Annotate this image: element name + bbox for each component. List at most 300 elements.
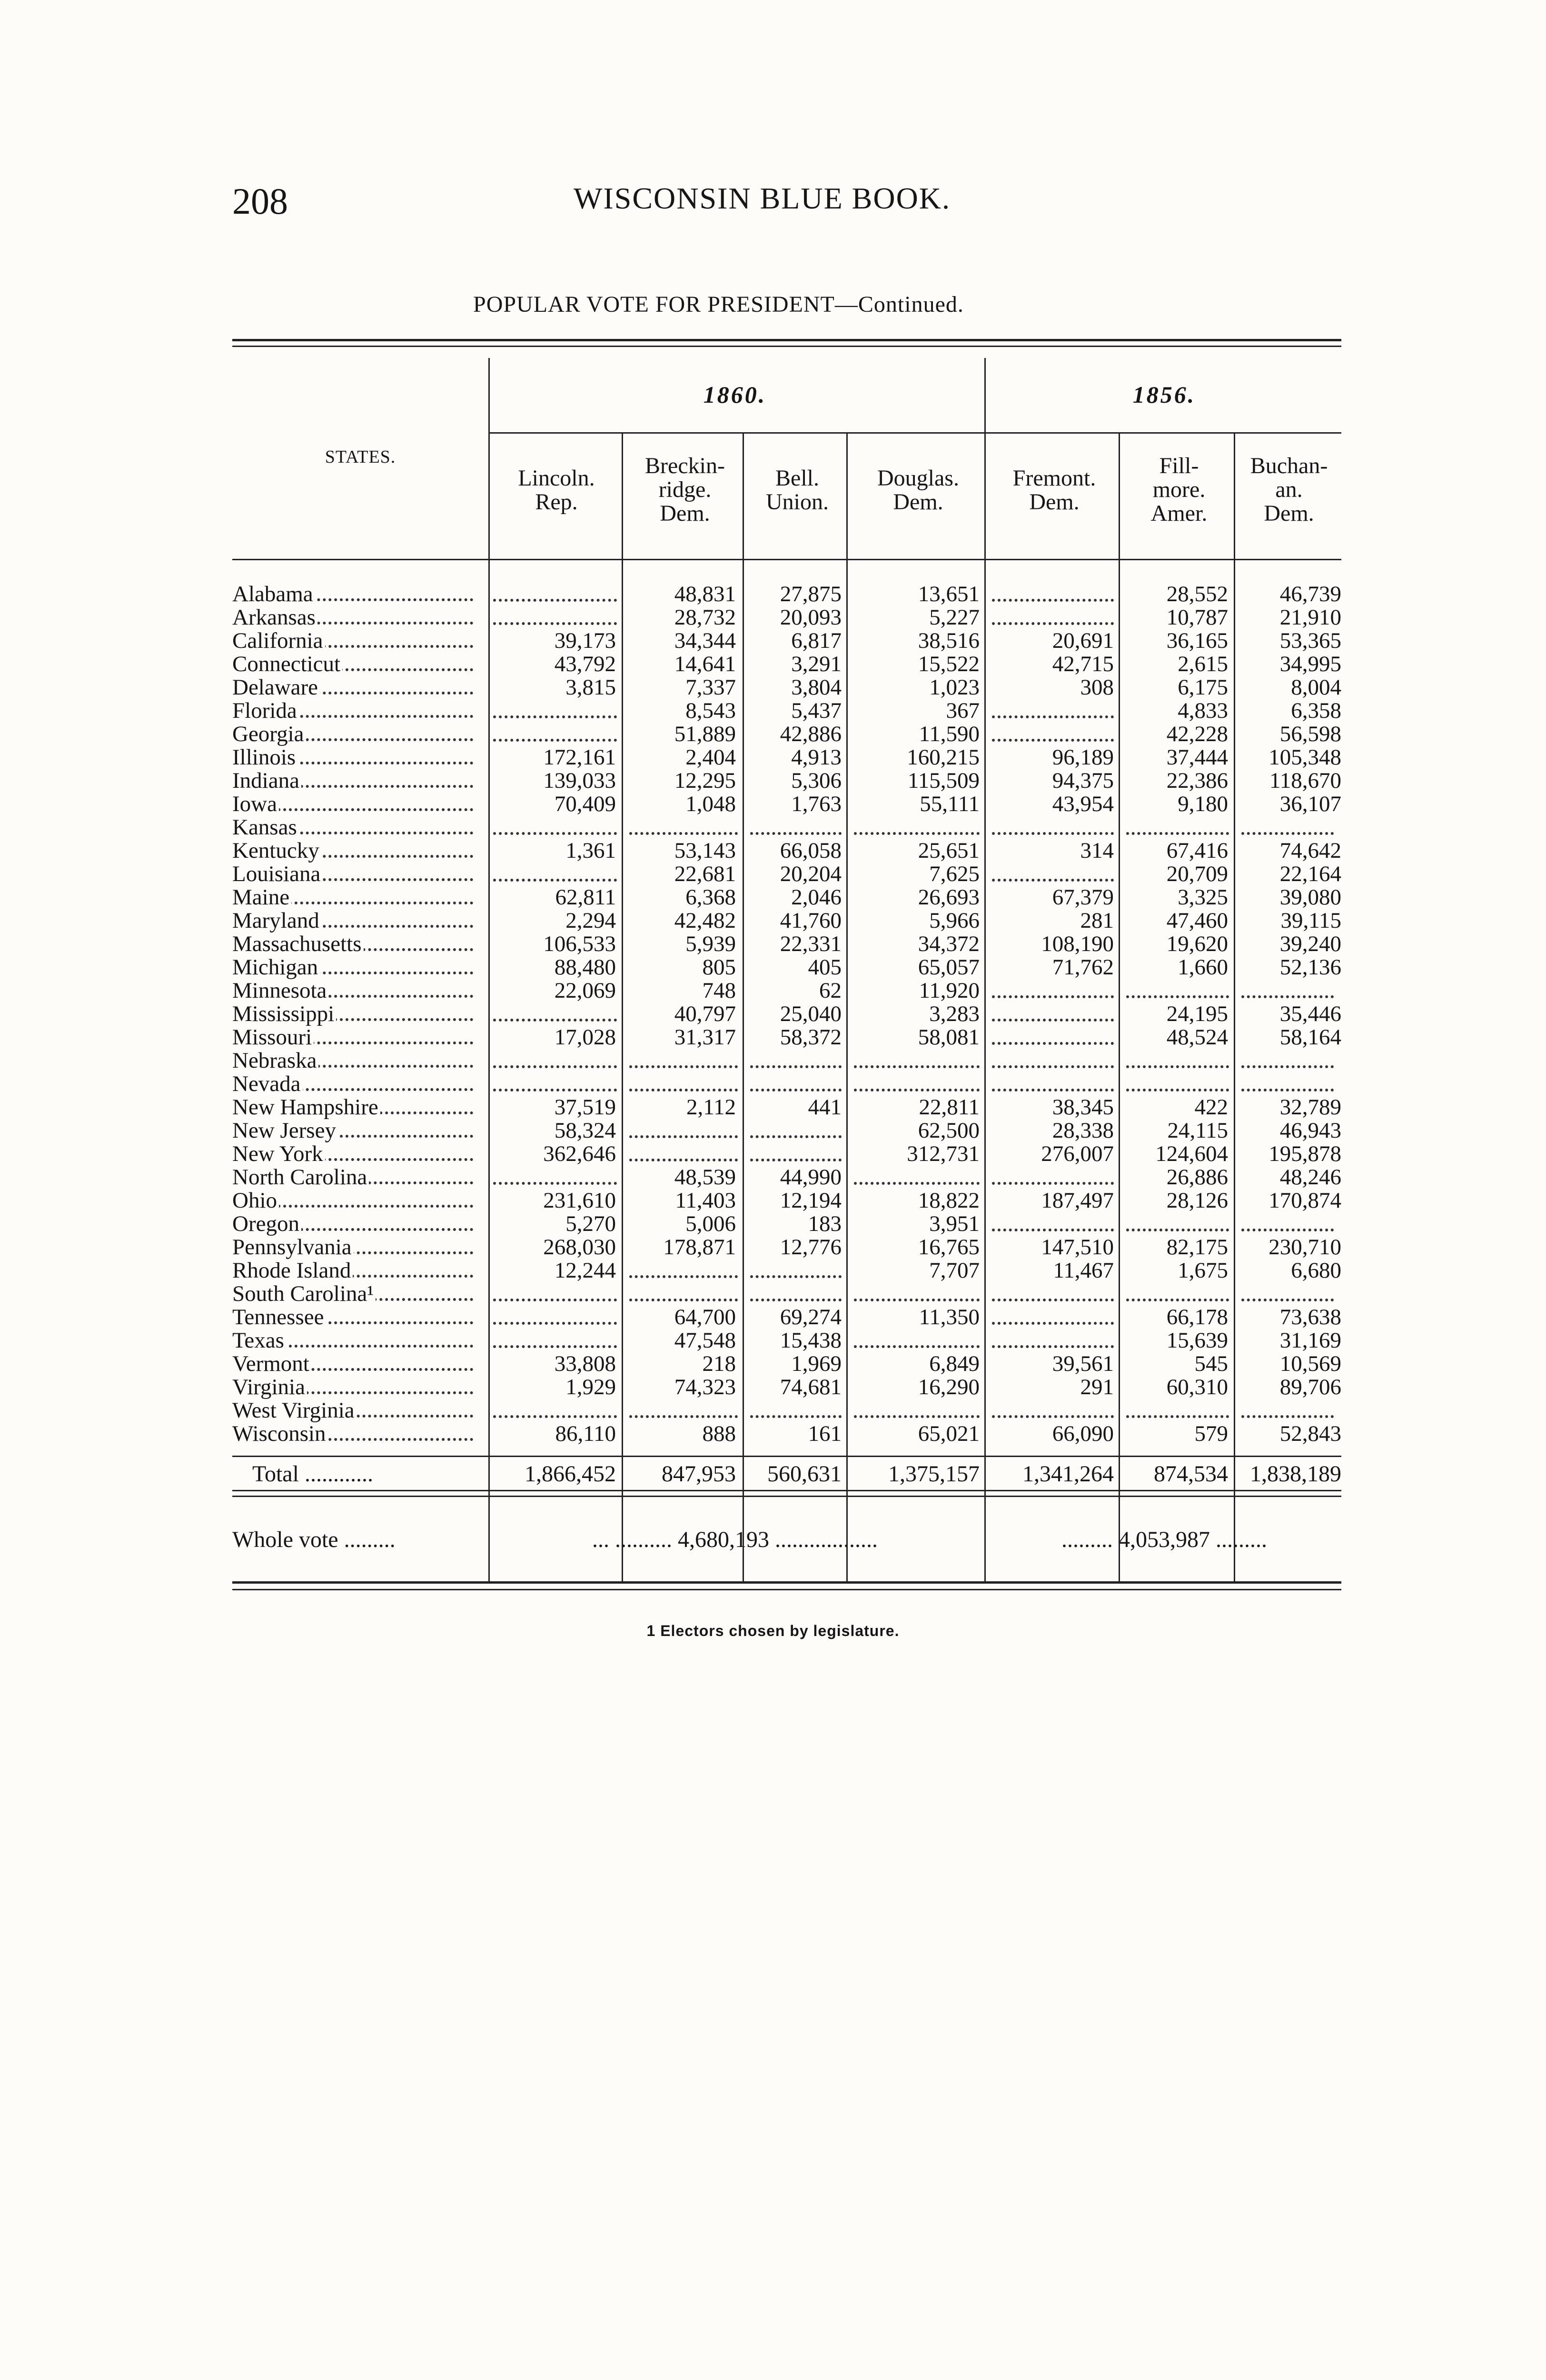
state-name <box>232 793 480 816</box>
vote-cell: 187,497 <box>1041 1188 1114 1213</box>
vote-cell: 66,058 <box>780 838 842 863</box>
column-header-line: Bell. <box>775 466 819 491</box>
empty-cell <box>1241 1282 1334 1301</box>
empty-cell <box>1241 1049 1334 1068</box>
vote-cell: 74,323 <box>674 1375 736 1399</box>
state-label: Connecticut <box>232 653 342 676</box>
year-underline <box>488 432 1341 434</box>
vote-cell: 362,646 <box>543 1141 616 1166</box>
table-row <box>232 1306 1341 1329</box>
vote-cell: 2,294 <box>565 908 616 933</box>
state-label: Mississippi <box>232 1002 336 1026</box>
vote-cell: 24,195 <box>1166 1002 1228 1026</box>
column-header-line: Breckin- <box>645 453 725 478</box>
bottom-rule <box>232 1581 1341 1584</box>
running-head: WISCONSIN BLUE BOOK. <box>574 181 951 215</box>
empty-cell <box>854 1329 980 1348</box>
vote-cell: 1,675 <box>1178 1258 1228 1283</box>
vote-cell: 73,638 <box>1279 1305 1341 1329</box>
state-label: New Hampshire <box>232 1096 380 1119</box>
empty-cell <box>629 1259 738 1278</box>
state-label: Georgia <box>232 723 306 746</box>
vote-cell: 43,954 <box>1052 792 1114 816</box>
header-bottom-rule <box>232 559 1341 560</box>
column-divider <box>984 358 986 1581</box>
empty-cell <box>1241 1212 1334 1231</box>
vote-cell: 31,317 <box>674 1025 736 1050</box>
vote-cell: 4,913 <box>791 745 842 770</box>
vote-cell: 43,792 <box>554 652 616 676</box>
vote-cell: 1,763 <box>791 792 842 816</box>
vote-cell: 106,533 <box>543 932 616 956</box>
vote-cell: 422 <box>1194 1095 1228 1120</box>
vote-cell: 22,331 <box>780 932 842 956</box>
table-row <box>232 769 1341 793</box>
top-rule <box>232 339 1341 341</box>
vote-cell: 58,324 <box>554 1118 616 1143</box>
column-header <box>745 466 849 514</box>
empty-cell <box>493 699 617 718</box>
vote-cell: 40,797 <box>674 1002 736 1026</box>
page-header <box>0 180 1546 223</box>
state-name <box>232 1282 480 1306</box>
empty-cell <box>629 1072 738 1091</box>
state-label: Missouri <box>232 1026 314 1049</box>
table-row <box>232 583 1341 606</box>
total-bottom-rule-2 <box>232 1496 1341 1497</box>
state-label: Vermont <box>232 1352 311 1376</box>
vote-cell: 89,706 <box>1279 1375 1341 1399</box>
vote-cell: 64,700 <box>674 1305 736 1329</box>
vote-cell: 7,707 <box>929 1258 980 1283</box>
vote-cell: 47,460 <box>1166 908 1228 933</box>
table-row <box>232 1352 1341 1376</box>
vote-cell: 34,344 <box>674 628 736 653</box>
vote-cell: 161 <box>808 1421 842 1446</box>
vote-cell: 58,081 <box>918 1025 980 1050</box>
column-header-line: Dem. <box>1029 489 1080 515</box>
vote-cell: 5,437 <box>791 698 842 723</box>
vote-cell: 218 <box>702 1351 736 1376</box>
state-label: Maryland <box>232 909 321 932</box>
table-row <box>232 1282 1341 1306</box>
vote-cell: 6,680 <box>1291 1258 1341 1283</box>
empty-cell <box>1126 1049 1229 1068</box>
column-header-line: Amer. <box>1150 501 1208 526</box>
vote-cell: 22,386 <box>1166 768 1228 793</box>
vote-cell: 11,590 <box>919 722 980 746</box>
vote-cell: 62,811 <box>555 885 616 910</box>
vote-cell: 2,615 <box>1178 652 1228 676</box>
vote-cell: 231,610 <box>543 1188 616 1213</box>
vote-cell: 11,350 <box>919 1305 980 1329</box>
vote-cell: 15,639 <box>1166 1328 1228 1353</box>
vote-cell: 1,969 <box>791 1351 842 1376</box>
table-row <box>232 1166 1341 1189</box>
vote-cell: 71,762 <box>1052 955 1114 980</box>
vote-cell: 39,240 <box>1279 932 1341 956</box>
empty-cell <box>1241 1072 1334 1091</box>
table-row <box>232 1049 1341 1072</box>
footnote: 1 Electors chosen by legislature. <box>646 1622 900 1639</box>
vote-cell: 291 <box>1080 1375 1114 1399</box>
vote-cell: 36,107 <box>1279 792 1341 816</box>
state-name <box>232 1352 480 1376</box>
table-row <box>232 1329 1341 1352</box>
vote-cell: 20,709 <box>1166 862 1228 886</box>
vote-cell: 35,446 <box>1279 1002 1341 1026</box>
state-label: Ohio <box>232 1189 279 1212</box>
vote-cell: 37,519 <box>554 1095 616 1120</box>
state-label: Tennessee <box>232 1306 326 1329</box>
empty-cell <box>854 1049 980 1068</box>
vote-cell: 6,817 <box>791 628 842 653</box>
state-name <box>232 1166 480 1189</box>
vote-cell: 108,190 <box>1041 932 1114 956</box>
vote-cell: 42,715 <box>1052 652 1114 676</box>
state-name <box>232 723 480 746</box>
vote-cell: 1,361 <box>565 838 616 863</box>
states-header: STATES. <box>325 447 396 467</box>
empty-cell <box>992 979 1114 998</box>
empty-cell <box>629 816 738 835</box>
column-header <box>488 466 624 514</box>
empty-cell <box>629 1049 738 1068</box>
total-cell: 874,534 <box>1154 1461 1228 1487</box>
vote-cell: 12,295 <box>674 768 736 793</box>
table-row <box>232 723 1341 746</box>
vote-cell: 545 <box>1194 1351 1228 1376</box>
vote-cell: 10,787 <box>1166 605 1228 630</box>
vote-cell: 115,509 <box>907 768 980 793</box>
state-name <box>232 1096 480 1119</box>
total-row <box>232 1462 1341 1486</box>
vote-cell: 53,143 <box>674 838 736 863</box>
empty-cell <box>854 1166 980 1185</box>
vote-cell: 2,404 <box>685 745 736 770</box>
vote-cell: 32,789 <box>1279 1095 1341 1120</box>
vote-cell: 62,500 <box>918 1118 980 1143</box>
vote-cell: 12,776 <box>780 1235 842 1259</box>
vote-cell: 160,215 <box>907 745 980 770</box>
vote-cell: 441 <box>808 1095 842 1120</box>
top-rule-thin <box>232 346 1341 347</box>
empty-cell <box>1126 979 1229 998</box>
empty-cell <box>629 1142 738 1161</box>
vote-cell: 888 <box>702 1421 736 1446</box>
empty-cell <box>992 1026 1114 1045</box>
state-name <box>232 699 480 723</box>
vote-cell: 27,875 <box>780 582 842 606</box>
vote-cell: 13,651 <box>918 582 980 606</box>
vote-cell: 11,467 <box>1053 1258 1114 1283</box>
state-name <box>232 1212 480 1236</box>
vote-cell: 25,040 <box>780 1002 842 1026</box>
state-label: Massachusetts <box>232 932 364 956</box>
state-name <box>232 1329 480 1352</box>
table-row <box>232 1236 1341 1259</box>
state-name <box>232 886 480 909</box>
state-label: Nevada <box>232 1072 303 1096</box>
vote-cell: 6,368 <box>685 885 736 910</box>
whole-vote-label: Whole vote ......... <box>232 1528 396 1552</box>
empty-cell <box>493 583 617 602</box>
vote-cell: 276,007 <box>1041 1141 1114 1166</box>
total-cell: 1,838,189 <box>1250 1461 1341 1487</box>
table-title: POPULAR VOTE FOR PRESIDENT—Continued. <box>473 292 964 317</box>
state-label: Oregon <box>232 1212 301 1236</box>
table-row <box>232 1072 1341 1096</box>
vote-cell: 39,080 <box>1279 885 1341 910</box>
state-label: Maine <box>232 886 291 909</box>
state-name <box>232 1049 480 1072</box>
empty-cell <box>493 1002 617 1021</box>
vote-cell: 82,175 <box>1166 1235 1228 1259</box>
total-cell: 847,953 <box>662 1461 736 1487</box>
vote-cell: 124,604 <box>1155 1141 1228 1166</box>
table-row <box>232 979 1341 1002</box>
column-header-line: more. <box>1152 477 1206 502</box>
vote-cell: 88,480 <box>554 955 616 980</box>
state-name <box>232 1259 480 1282</box>
empty-cell <box>493 1166 617 1185</box>
vote-cell: 21,910 <box>1279 605 1341 630</box>
vote-cell: 62 <box>819 978 842 1003</box>
state-name <box>232 932 480 956</box>
state-label: Rhode Island <box>232 1259 353 1282</box>
column-divider <box>622 432 623 1581</box>
state-name <box>232 606 480 629</box>
vote-cell: 6,358 <box>1291 698 1341 723</box>
state-label: Alabama <box>232 583 315 606</box>
empty-cell <box>992 1166 1114 1185</box>
column-header-line: Buchan- <box>1250 453 1328 478</box>
empty-cell <box>992 816 1114 835</box>
vote-cell: 5,006 <box>685 1211 736 1236</box>
state-name <box>232 1399 480 1422</box>
vote-cell: 34,995 <box>1279 652 1341 676</box>
column-divider <box>743 432 744 1581</box>
table-row <box>232 839 1341 863</box>
empty-cell <box>1126 816 1229 835</box>
vote-cell: 86,110 <box>555 1421 616 1446</box>
empty-cell <box>992 1282 1114 1301</box>
table-row <box>232 863 1341 886</box>
vote-cell: 41,760 <box>780 908 842 933</box>
vote-cell: 22,811 <box>919 1095 980 1120</box>
vote-cell: 312,731 <box>907 1141 980 1166</box>
state-label: West Virginia <box>232 1399 357 1422</box>
state-label: Virginia <box>232 1376 307 1399</box>
total-bottom-rule <box>232 1490 1341 1491</box>
empty-cell <box>493 863 617 882</box>
state-label: Florida <box>232 699 299 723</box>
table-row <box>232 1119 1341 1142</box>
table-row <box>232 1422 1341 1446</box>
state-label: Nebraska <box>232 1049 318 1072</box>
vote-cell: 12,244 <box>554 1258 616 1283</box>
vote-cell: 28,126 <box>1166 1188 1228 1213</box>
state-name <box>232 1072 480 1096</box>
column-header-line: ridge. <box>658 477 712 502</box>
vote-cell: 16,290 <box>918 1375 980 1399</box>
column-divider <box>1119 432 1120 1581</box>
whole-vote-1860: ... .......... 4,680,193 .................. <box>592 1527 878 1552</box>
state-name <box>232 1236 480 1259</box>
vote-cell: 65,057 <box>918 955 980 980</box>
empty-cell <box>992 1002 1114 1021</box>
empty-cell <box>992 1049 1114 1068</box>
page-number: 208 <box>232 180 288 222</box>
whole-vote-label-text: Whole vote <box>232 1528 338 1552</box>
vote-cell: 66,090 <box>1052 1421 1114 1446</box>
table-row <box>232 676 1341 699</box>
vote-cell: 367 <box>946 698 980 723</box>
vote-cell: 52,136 <box>1279 955 1341 980</box>
vote-cell: 39,115 <box>1280 908 1341 933</box>
empty-cell <box>992 1399 1114 1418</box>
column-header-line: Rep. <box>535 489 578 515</box>
vote-cell: 14,641 <box>674 652 736 676</box>
vote-cell: 2,046 <box>791 885 842 910</box>
vote-cell: 1,023 <box>929 675 980 700</box>
vote-cell: 147,510 <box>1041 1235 1114 1259</box>
state-name <box>232 1376 480 1399</box>
vote-cell: 34,372 <box>918 932 980 956</box>
vote-cell: 8,543 <box>685 698 736 723</box>
state-label: Kansas <box>232 816 299 839</box>
empty-cell <box>493 1399 617 1418</box>
vote-cell: 579 <box>1194 1421 1228 1446</box>
empty-cell <box>493 1282 617 1301</box>
table-row <box>232 793 1341 816</box>
empty-cell <box>629 1119 738 1138</box>
vote-cell: 96,189 <box>1052 745 1114 770</box>
column-divider <box>488 358 490 1581</box>
bottom-rule-thin <box>232 1589 1341 1590</box>
table-row <box>232 746 1341 769</box>
column-header-line: Dem. <box>893 489 943 515</box>
state-name <box>232 1422 480 1446</box>
vote-cell: 33,808 <box>554 1351 616 1376</box>
vote-cell: 65,021 <box>918 1421 980 1446</box>
vote-cell: 20,691 <box>1052 628 1114 653</box>
empty-cell <box>992 863 1114 882</box>
vote-cell: 3,951 <box>929 1211 980 1236</box>
state-name <box>232 653 480 676</box>
table-row <box>232 1376 1341 1399</box>
empty-cell <box>493 1329 617 1348</box>
table-row <box>232 1026 1341 1049</box>
vote-cell: 11,920 <box>919 978 980 1003</box>
table-row <box>232 606 1341 629</box>
state-label: New Jersey <box>232 1119 338 1142</box>
state-label: California <box>232 629 325 653</box>
state-label: Wisconsin <box>232 1422 328 1446</box>
vote-cell: 19,620 <box>1166 932 1228 956</box>
column-header-line: Fremont. <box>1012 466 1096 491</box>
column-header <box>624 454 745 526</box>
empty-cell <box>992 1072 1114 1091</box>
vote-cell: 26,886 <box>1166 1165 1228 1190</box>
empty-cell <box>992 699 1114 718</box>
state-name <box>232 629 480 653</box>
vote-cell: 183 <box>808 1211 842 1236</box>
vote-cell: 55,111 <box>920 792 980 816</box>
table-row <box>232 699 1341 723</box>
empty-cell <box>750 1049 842 1068</box>
table-row <box>232 1212 1341 1236</box>
empty-cell <box>854 1282 980 1301</box>
whole-vote-1856: ......... 4,053,987 ......... <box>1061 1527 1267 1552</box>
vote-cell: 10,569 <box>1279 1351 1341 1376</box>
state-name <box>232 909 480 932</box>
vote-cell: 5,966 <box>929 908 980 933</box>
empty-cell <box>750 1142 842 1161</box>
vote-cell: 38,516 <box>918 628 980 653</box>
total-top-rule <box>232 1456 1341 1457</box>
empty-cell <box>1241 979 1334 998</box>
total-label: Total ............ <box>252 1462 373 1486</box>
total-label-text: Total <box>252 1462 299 1486</box>
column-divider <box>846 432 848 1581</box>
vote-cell: 15,522 <box>918 652 980 676</box>
state-label: Iowa <box>232 793 279 816</box>
state-label: Pennsylvania <box>232 1236 354 1259</box>
vote-cell: 314 <box>1080 838 1114 863</box>
vote-cell: 22,069 <box>554 978 616 1003</box>
vote-cell: 172,161 <box>543 745 616 770</box>
state-name <box>232 863 480 886</box>
empty-cell <box>750 816 842 835</box>
vote-cell: 3,815 <box>565 675 616 700</box>
table-row <box>232 1189 1341 1212</box>
vote-cell: 74,642 <box>1279 838 1341 863</box>
empty-cell <box>992 583 1114 602</box>
table-row <box>232 932 1341 956</box>
vote-cell: 47,548 <box>674 1328 736 1353</box>
empty-cell <box>854 816 980 835</box>
vote-cell: 5,270 <box>565 1211 616 1236</box>
empty-cell <box>1126 1282 1229 1301</box>
column-header-line: Douglas. <box>877 466 959 491</box>
vote-cell: 5,939 <box>685 932 736 956</box>
state-label: Illinois <box>232 746 297 769</box>
column-header-line: Union. <box>766 489 829 515</box>
empty-cell <box>629 1399 738 1418</box>
table-row <box>232 816 1341 839</box>
state-name <box>232 1306 480 1329</box>
empty-cell <box>493 723 617 742</box>
column-divider <box>1234 432 1235 1581</box>
table-row <box>232 1002 1341 1026</box>
vote-cell: 9,180 <box>1178 792 1228 816</box>
vote-cell: 42,482 <box>674 908 736 933</box>
state-label: South Carolina¹ <box>232 1282 376 1306</box>
state-name <box>232 746 480 769</box>
vote-cell: 42,228 <box>1166 722 1228 746</box>
empty-cell <box>750 1072 842 1091</box>
state-name <box>232 816 480 839</box>
vote-cell: 26,693 <box>918 885 980 910</box>
vote-cell: 195,878 <box>1269 1141 1341 1166</box>
vote-cell: 67,416 <box>1166 838 1228 863</box>
vote-cell: 405 <box>808 955 842 980</box>
table-row <box>232 629 1341 653</box>
vote-cell: 46,739 <box>1279 582 1341 606</box>
vote-cell: 3,325 <box>1178 885 1228 910</box>
state-label: Kentucky <box>232 839 321 863</box>
